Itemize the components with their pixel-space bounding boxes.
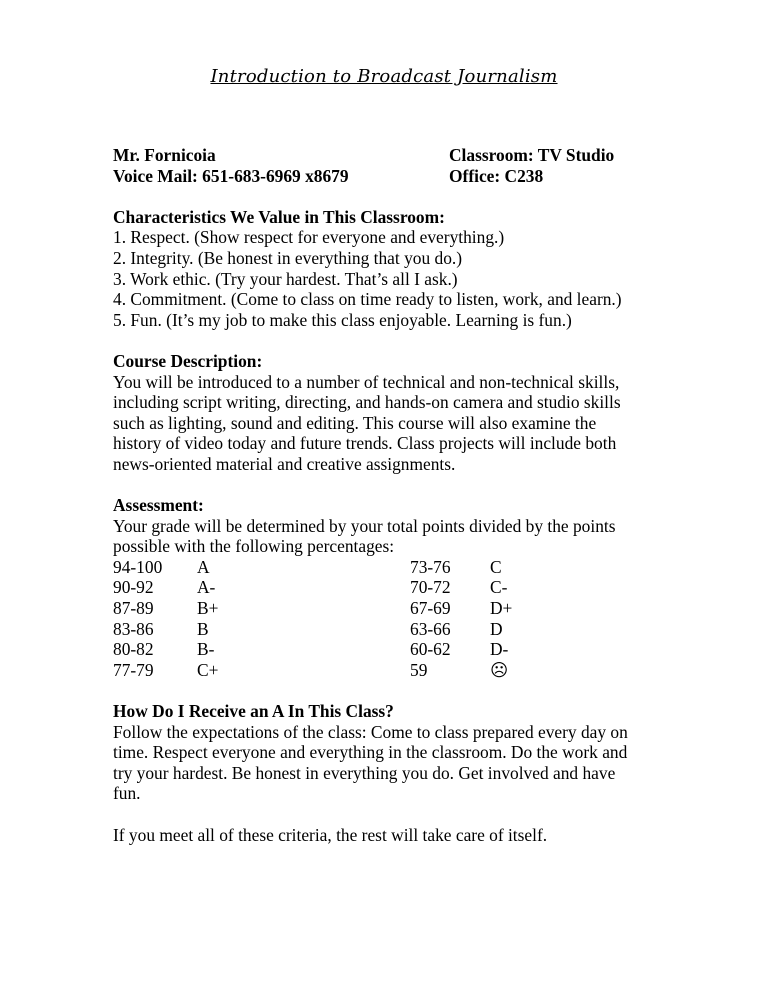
text-line: possible with the following percentages: [113, 536, 395, 557]
grade-row [113, 557, 673, 578]
text-line: time. Respect everyone and everything in the classroom. Do the work and [113, 742, 628, 763]
grade-letter: A [197, 556, 210, 577]
document-body [113, 145, 673, 845]
grade-letter: C [490, 556, 502, 577]
grade-letter: C- [490, 577, 508, 598]
grade-range: 73-76 [410, 556, 451, 577]
characteristics-heading: Characteristics We Value in This Classroom: [113, 206, 445, 227]
grade-range: 80-82 [113, 639, 154, 660]
assessment-heading: Assessment: [113, 495, 204, 516]
grade-range: 77-79 [113, 659, 154, 680]
grade-row [113, 660, 673, 681]
receive-a-heading: How Do I Receive an A In This Class? [113, 701, 394, 722]
text-line: You will be introduced to a number of technical and non-technical skills, [113, 371, 620, 392]
grade-range: 67-69 [410, 598, 451, 619]
grade-letter: ☹ [490, 659, 509, 680]
grade-letter: B- [197, 639, 215, 660]
list-item: 4. Commitment. (Come to class on time ready to listen, work, and learn.) [113, 289, 622, 310]
text-line: news-oriented material and creative assignments. [113, 453, 456, 474]
grade-range: 70-72 [410, 577, 451, 598]
text-line: such as lighting, sound and editing. This course will also examine the [113, 412, 597, 433]
list-item: 5. Fun. (It’s my job to make this class enjoyable. Learning is fun.) [113, 309, 572, 330]
grade-letter: A- [197, 577, 216, 598]
grade-table [113, 557, 673, 681]
grade-letter: B [197, 618, 209, 639]
grade-range: 87-89 [113, 598, 154, 619]
header-row-2 [113, 166, 673, 187]
grade-range: 63-66 [410, 618, 451, 639]
document-title: Introduction to Broadcast Journalism [210, 66, 558, 87]
list-item: 1. Respect. (Show respect for everyone and everything.) [113, 227, 505, 248]
grade-letter: D- [490, 639, 509, 660]
list-item: 2. Integrity. (Be honest in everything that you do.) [113, 247, 463, 268]
grade-range: 90-92 [113, 577, 154, 598]
closing-line: If you meet all of these criteria, the rest will take care of itself. [113, 824, 548, 845]
voice-mail: Voice Mail: 651-683-6969 x8679 [113, 165, 349, 186]
grade-range: 94-100 [113, 556, 163, 577]
classroom: Classroom: TV Studio [449, 145, 615, 165]
teacher-name: Mr. Fornicoia [113, 145, 216, 165]
grade-letter: D+ [490, 598, 513, 619]
grade-row [113, 598, 673, 619]
grade-range: 83-86 [113, 618, 154, 639]
course-description-heading: Course Description: [113, 350, 263, 371]
text-line: try your hardest. Be honest in everything you do. Get involved and have [113, 762, 616, 783]
grade-row [113, 619, 673, 640]
office: Office: C238 [449, 165, 544, 186]
text-line: Your grade will be determined by your total points divided by the points [113, 515, 616, 536]
text-line: Follow the expectations of the class: Come to class prepared every day on [113, 721, 628, 742]
grade-range: 60-62 [410, 639, 451, 660]
list-item: 3. Work ethic. (Try your hardest. That’s all I ask.) [113, 268, 458, 289]
text-line: history of video today and future trends. Class projects will include both [113, 433, 617, 454]
grade-range: 59 [410, 659, 428, 680]
text-line: including script writing, directing, and hands-on camera and studio skills [113, 392, 621, 413]
grade-row [113, 639, 673, 660]
header-row-1 [113, 145, 673, 166]
grade-letter: B+ [197, 598, 219, 619]
grade-letter: C+ [197, 659, 219, 680]
grade-row [113, 577, 673, 598]
grade-letter: D [490, 618, 503, 639]
text-line: fun. [113, 783, 141, 804]
